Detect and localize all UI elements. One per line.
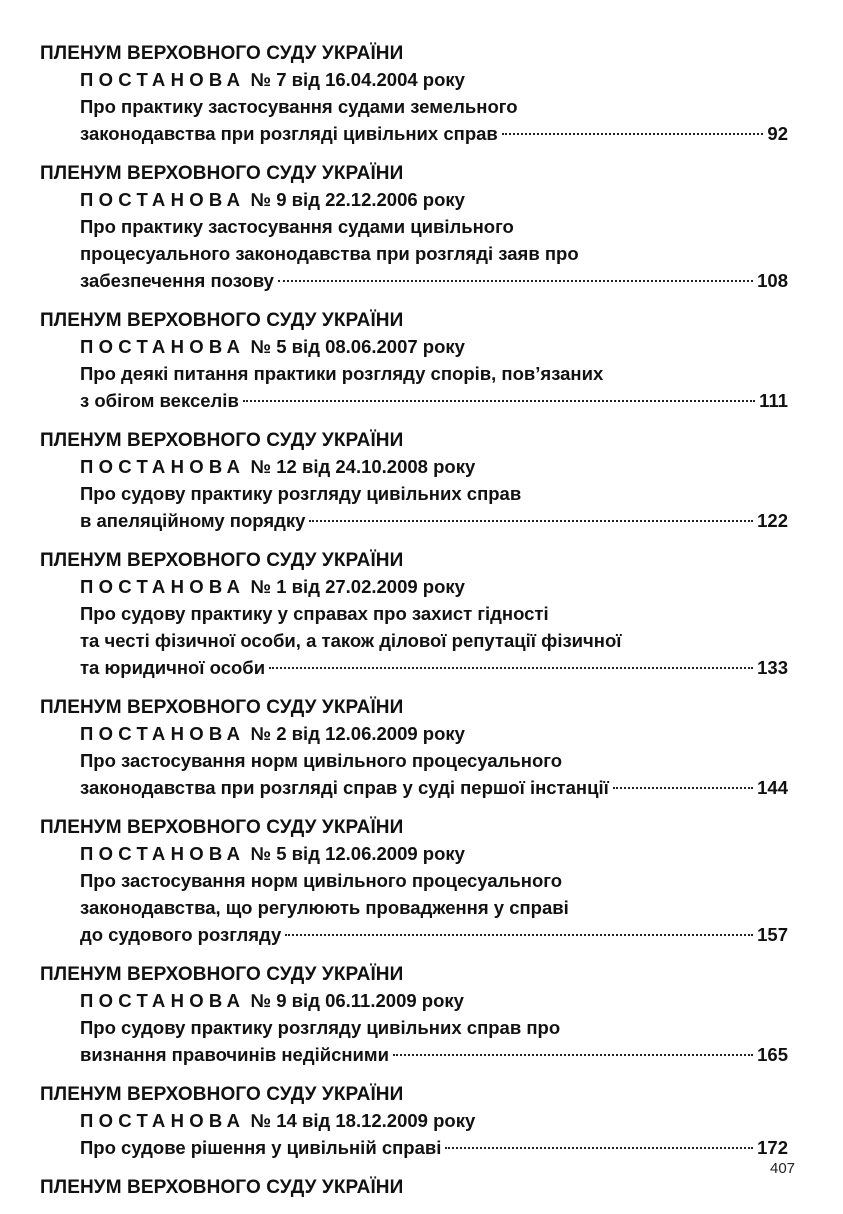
title-last-line: з обігом векселів — [80, 390, 239, 411]
decree-number-date: № 5 від 12.06.2009 року — [250, 843, 465, 864]
court-heading: ПЛЕНУМ ВЕРХОВНОГО СУДУ УКРАЇНИ — [40, 697, 404, 718]
page-reference: 172 — [757, 1137, 788, 1158]
title-line: Про практику застосування судами земельного — [80, 96, 518, 117]
decree-heading — [80, 187, 788, 213]
court-heading: ПЛЕНУМ ВЕРХОВНОГО СУДУ УКРАЇНИ — [40, 817, 404, 838]
decree-number-date: № 9 від 22.12.2006 року — [250, 189, 465, 210]
court-heading: ПЛЕНУМ ВЕРХОВНОГО СУДУ УКРАЇНИ — [40, 163, 404, 184]
title-line: Про судову практику у справах про захист гідності — [80, 603, 549, 624]
title-line: Про застосування норм цивільного процесуального — [80, 750, 563, 771]
dot-leader — [393, 1054, 753, 1056]
title-line-with-page — [80, 654, 788, 681]
title-line: процесуального законодавства при розгляді заяв про — [80, 243, 579, 264]
toc-entry — [40, 1174, 788, 1201]
title-line-with-page — [80, 1041, 788, 1068]
title-line: Про деякі питання практики розгляду спорів, пов’язаних — [80, 363, 604, 384]
decree-number-date: № 1 від 27.02.2009 року — [250, 576, 465, 597]
decree-heading — [80, 988, 788, 1014]
toc-entry — [40, 694, 788, 801]
dot-leader — [243, 400, 755, 402]
title-last-line: Про судове рішення у цивільній справі — [80, 1137, 442, 1158]
decree-heading — [80, 574, 788, 600]
decree-number-date: № 2 від 12.06.2009 року — [250, 723, 465, 744]
title-last-line: до судового розгляду — [80, 924, 282, 945]
title-line: Про застосування норм цивільного процесуального — [80, 870, 563, 891]
page-reference: 157 — [757, 924, 788, 945]
title-line-with-page — [80, 120, 788, 147]
title-line-with-page — [80, 1134, 788, 1161]
decree-word: ПОСТАНОВА — [80, 189, 246, 210]
dot-leader — [613, 787, 753, 789]
decree-word: ПОСТАНОВА — [80, 990, 246, 1011]
table-of-contents — [40, 40, 788, 1214]
decree-number-date: № 14 від 18.12.2009 року — [250, 1110, 476, 1131]
toc-entry — [40, 1081, 788, 1161]
page-reference: 144 — [757, 777, 788, 798]
decree-word: ПОСТАНОВА — [80, 336, 246, 357]
title-line-with-page — [80, 507, 788, 534]
title-line-with-page — [80, 774, 788, 801]
page-reference: 122 — [757, 510, 788, 531]
title-last-line: забезпечення позову — [80, 270, 274, 291]
page-reference: 165 — [757, 1044, 788, 1065]
decree-word: ПОСТАНОВА — [80, 456, 246, 477]
decree-heading — [80, 67, 788, 93]
title-last-line: визнання правочинів недійсними — [80, 1044, 389, 1065]
court-heading: ПЛЕНУМ ВЕРХОВНОГО СУДУ УКРАЇНИ — [40, 1177, 404, 1198]
decree-number-date: № 12 від 24.10.2008 року — [250, 456, 476, 477]
toc-entry — [40, 547, 788, 681]
dot-leader — [269, 667, 753, 669]
court-heading: ПЛЕНУМ ВЕРХОВНОГО СУДУ УКРАЇНИ — [40, 430, 404, 451]
dot-leader — [445, 1147, 753, 1149]
court-heading: ПЛЕНУМ ВЕРХОВНОГО СУДУ УКРАЇНИ — [40, 550, 404, 571]
title-last-line: законодавства при розгляді цивільних справ — [80, 123, 498, 144]
page-reference: 111 — [759, 390, 788, 411]
title-line: Про практику застосування судами цивільного — [80, 216, 514, 237]
decree-heading — [80, 721, 788, 747]
toc-entry — [40, 307, 788, 414]
toc-entry — [40, 427, 788, 534]
title-line: законодавства, що регулюють провадження у справі — [80, 897, 569, 918]
toc-entry — [40, 160, 788, 294]
decree-number-date: № 5 від 08.06.2007 року — [250, 336, 465, 357]
page-reference: 108 — [757, 270, 788, 291]
title-line-with-page — [80, 921, 788, 948]
decree-number-date: № 7 від 16.04.2004 року — [250, 69, 465, 90]
decree-heading — [80, 841, 788, 867]
title-last-line: в апеляційному порядку — [80, 510, 306, 531]
decree-word: ПОСТАНОВА — [80, 843, 246, 864]
decree-number-date: № 9 від 06.11.2009 року — [250, 990, 464, 1011]
dot-leader — [502, 133, 764, 135]
title-line: та честі фізичної особи, а також ділової репутації фізичної — [80, 630, 622, 651]
decree-word: ПОСТАНОВА — [80, 69, 246, 90]
decree-heading — [80, 334, 788, 360]
title-line: Про судову практику розгляду цивільних справ — [80, 483, 522, 504]
page-reference: 92 — [767, 123, 788, 144]
toc-entry — [40, 814, 788, 948]
toc-entry — [40, 40, 788, 147]
decree-heading — [80, 454, 788, 480]
court-heading: ПЛЕНУМ ВЕРХОВНОГО СУДУ УКРАЇНИ — [40, 43, 404, 64]
decree-heading — [80, 1108, 788, 1134]
dot-leader — [278, 280, 753, 282]
decree-word: ПОСТАНОВА — [80, 723, 246, 744]
title-line-with-page — [80, 387, 788, 414]
title-line: Про судову практику розгляду цивільних справ про — [80, 1017, 561, 1038]
title-last-line: законодавства при розгляді справ у суді першої інстанції — [80, 777, 609, 798]
page-reference: 133 — [757, 657, 788, 678]
page-number: 407 — [770, 1160, 796, 1177]
court-heading: ПЛЕНУМ ВЕРХОВНОГО СУДУ УКРАЇНИ — [40, 964, 404, 985]
title-last-line: та юридичної особи — [80, 657, 266, 678]
decree-word: ПОСТАНОВА — [80, 576, 246, 597]
decree-word: ПОСТАНОВА — [80, 1110, 246, 1131]
dot-leader — [285, 934, 753, 936]
court-heading: ПЛЕНУМ ВЕРХОВНОГО СУДУ УКРАЇНИ — [40, 1084, 404, 1105]
court-heading: ПЛЕНУМ ВЕРХОВНОГО СУДУ УКРАЇНИ — [40, 310, 404, 331]
title-line-with-page — [80, 267, 788, 294]
dot-leader — [309, 520, 753, 522]
toc-entry — [40, 961, 788, 1068]
